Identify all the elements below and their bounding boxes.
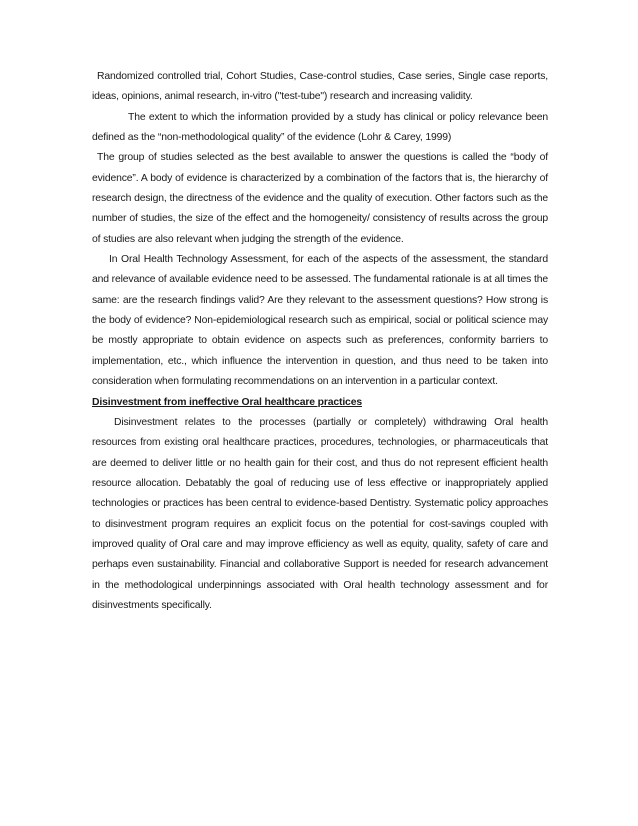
document-page — [92, 67, 548, 616]
paragraph-disinvestment: Disinvestment relates to the processes (partially or completely) withdrawing Oral health resources from existing oral healthcare practices, procedures, technologies, or pharmaceuticals that are deemed to deliver little or no health gain for their cost, and thus do not represent efficient health resource allocation. Debatably the goal of reducing use of less effective or inappropriately applied technologies or practices has been central to evidence-based Dentistry. Systematic policy approaches to disinvestment program requires an explicit focus on the potential for cost-savings coupled with improved quality of Oral care and may improve efficiency as well as equity, quality, safety of care and perhaps even sustainability. Financial and collaborative Support is needed for research advancement in the methodological underpinnings associated with Oral health technology assessment and for disinvestments specifically. — [92, 416, 548, 611]
section-heading-disinvestment: Disinvestment from ineffective Oral healthcare practices — [92, 396, 362, 408]
paragraph-study-hierarchy: Randomized controlled trial, Cohort Studies, Case-control studies, Case series, Single case reports, ideas, opinions, animal research, in-vitro ("test-tube") research and increasing validity. — [92, 71, 548, 103]
paragraph-oral-health-technology-assessment: In Oral Health Technology Assessment, for each of the aspects of the assessment, the standard and relevance of available evidence need to be assessed. The fundamental rationale is at all times the same: are the research findings valid? Are they relevant to the assessment questions? How strong is the body of evidence? Non-epidemiological research such as empirical, social or political science may be mostly appropriate to obtain evidence on aspects such as preferences, conformity barriers to implementation, etc., which influence the intervention in question, and thus need to be taken into consideration when formulating recommendations on an intervention in a particular context. — [92, 254, 548, 388]
paragraph-non-methodological-quality: The extent to which the information provided by a study has clinical or policy relevance been defined as the “non-methodological quality” of the evidence (Lohr & Carey, 1999) — [92, 111, 548, 144]
paragraph-body-of-evidence: The group of studies selected as the best available to answer the questions is called the “body of evidence”. A body of evidence is characterized by a combination of the factors that is, the hierarchy of research design, the directness of the evidence and the quality of execution. Other factors such as the number of studies, the size of the effect and the homogeneity/ consistency of results across the group of studies are also relevant when judging the strength of the evidence. — [92, 152, 548, 245]
